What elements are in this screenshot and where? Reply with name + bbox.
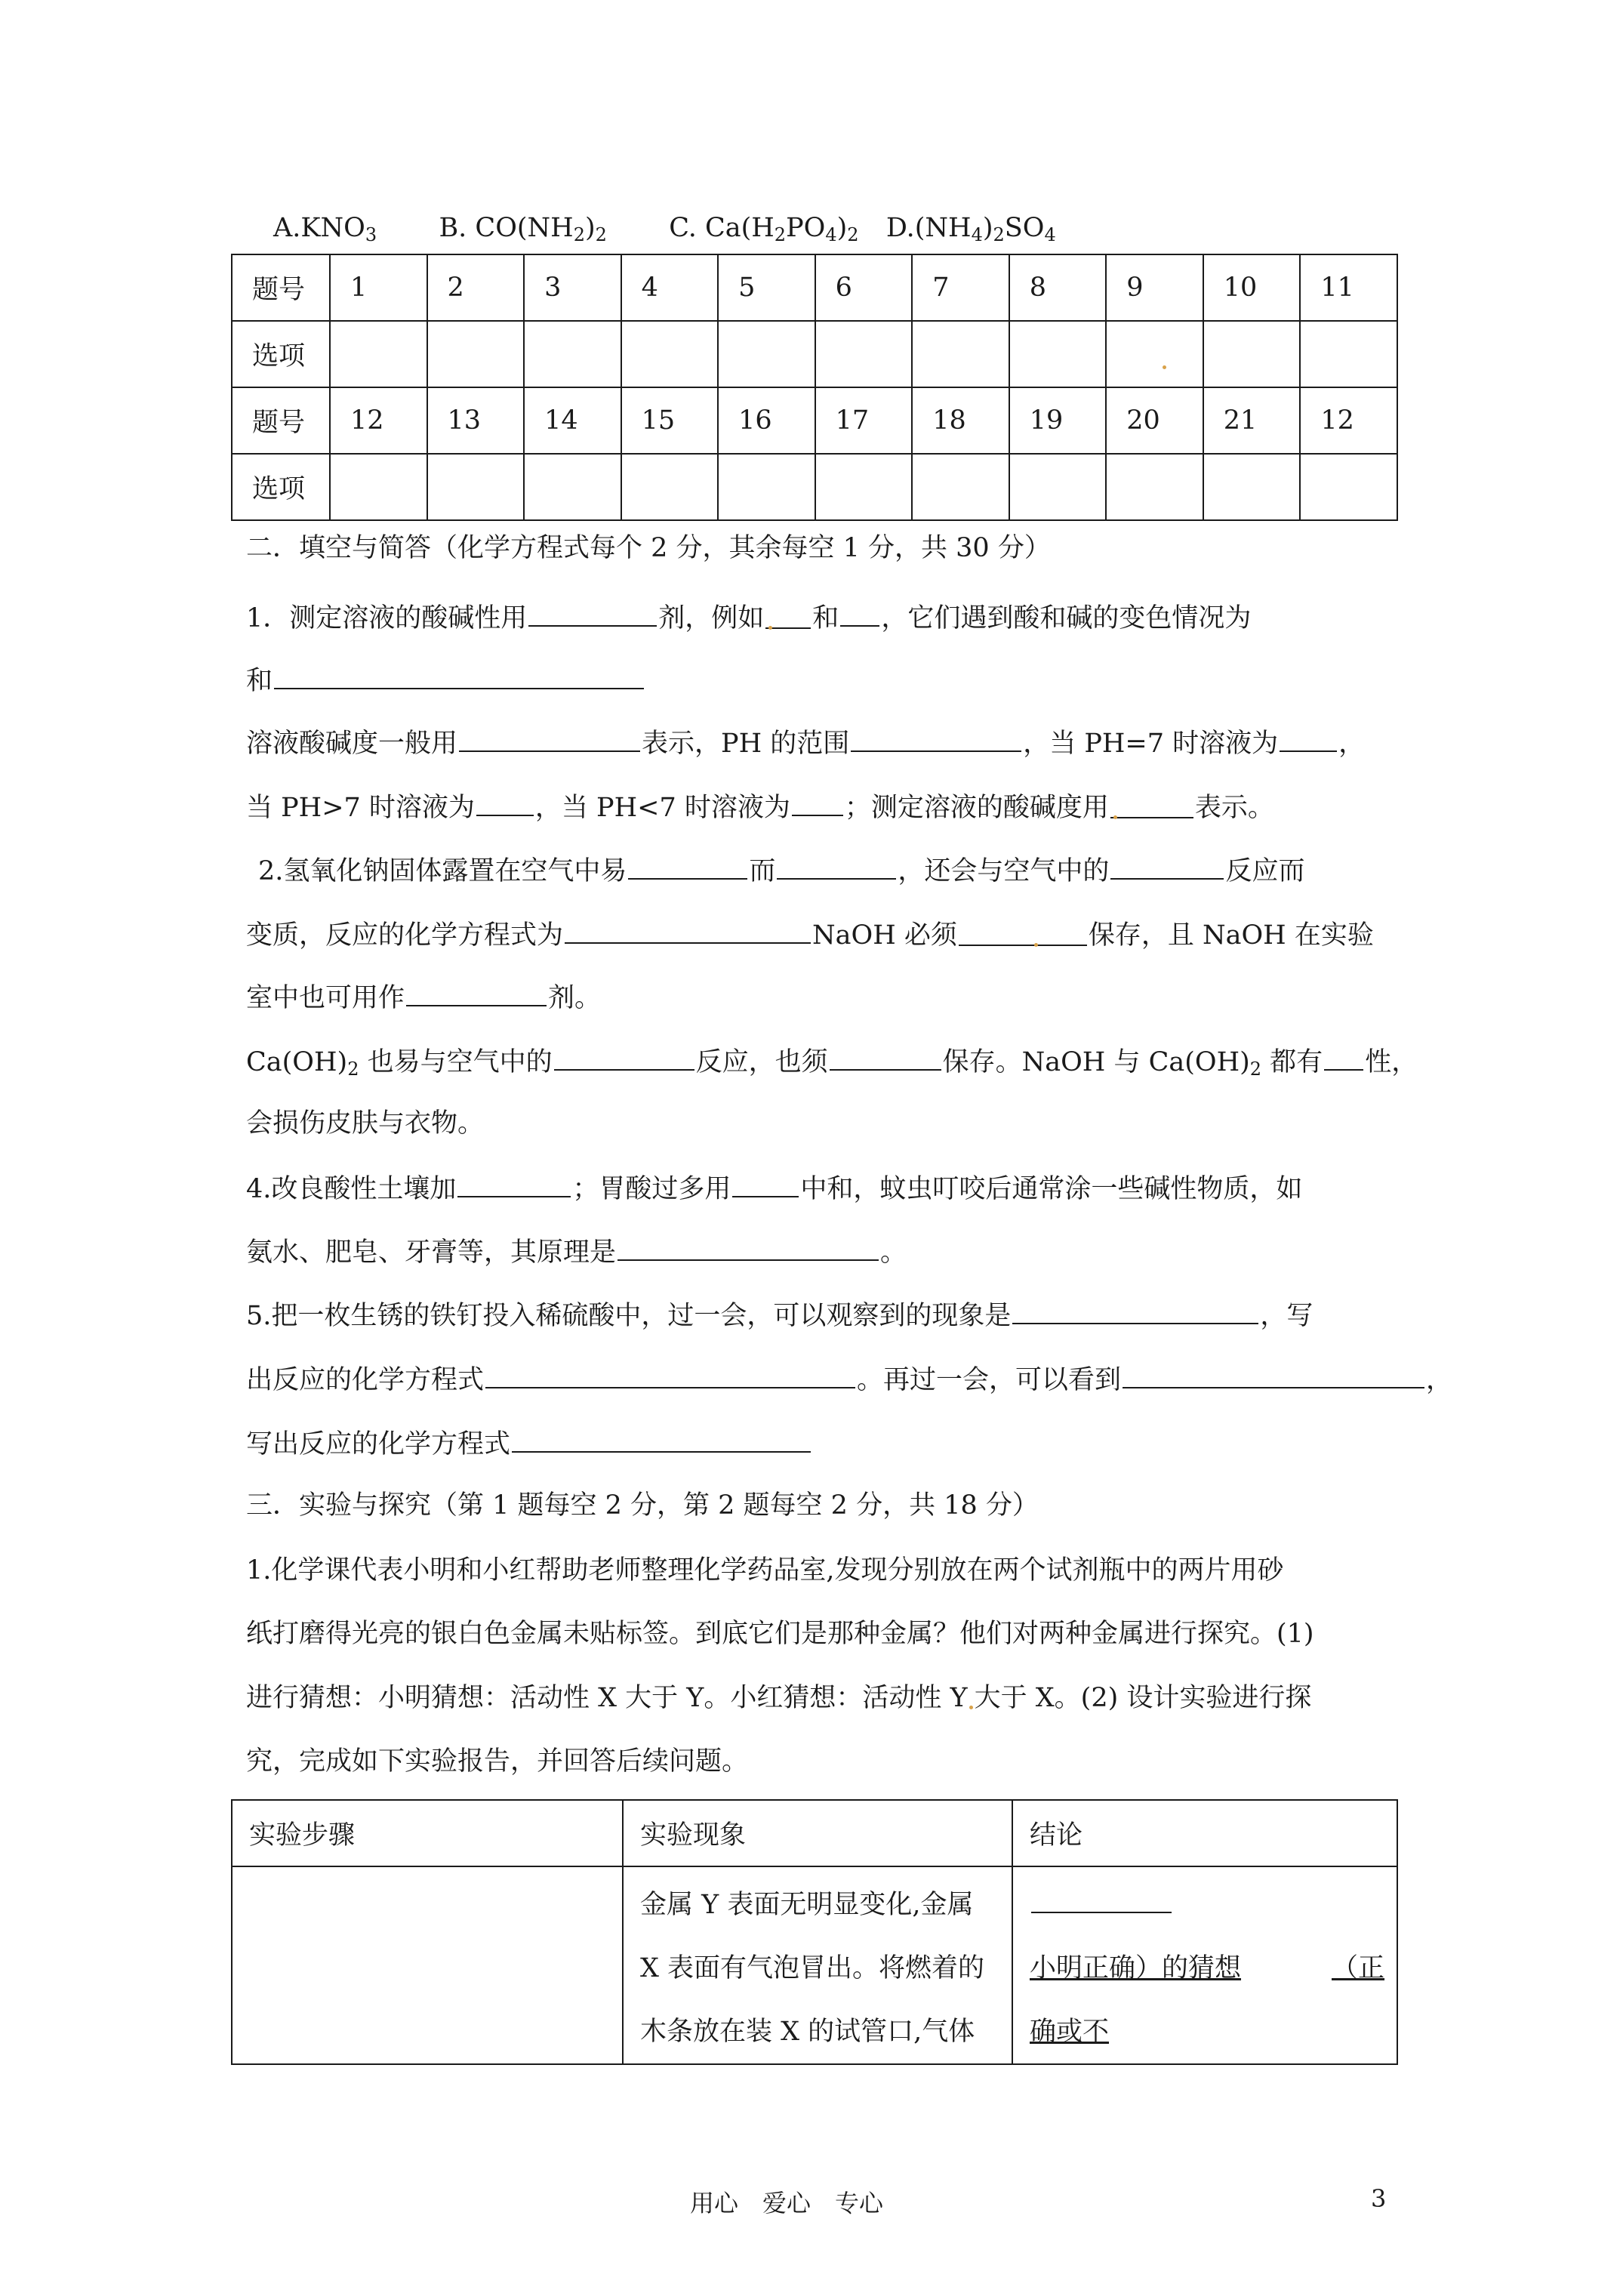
mark-dot [1113, 815, 1117, 819]
question-number-cell: 2 [427, 254, 525, 321]
mark-dot [969, 1706, 973, 1709]
answer-cell[interactable] [718, 454, 815, 520]
footer-motto: 用心 爱心 专心 [690, 2189, 884, 2217]
fill-blank[interactable] [1123, 1360, 1424, 1388]
question-number-cell: 7 [912, 254, 1009, 321]
conclusion-line: 小明正确）的猜想 （正 [1030, 1953, 1385, 1983]
fill-blank[interactable] [1031, 1889, 1172, 1913]
table-header-row [232, 1800, 1397, 1866]
fill-blank[interactable] [1012, 1296, 1258, 1324]
question-number-cell: 10 [1203, 254, 1301, 321]
question-line: 会损伤皮肤与衣物。 [246, 1108, 485, 1139]
answer-cell[interactable] [427, 321, 525, 387]
answer-cell[interactable] [427, 454, 525, 520]
question-number-cell: 20 [1106, 387, 1203, 454]
steps-cell[interactable] [232, 1866, 623, 2064]
answer-cell[interactable] [1106, 454, 1203, 520]
mark-dot [1163, 365, 1166, 369]
mark-dot [1034, 943, 1038, 947]
phenomena-line: 木条放在装 X 的试管口,气体 [640, 2017, 975, 2047]
fill-blank[interactable] [1324, 1042, 1363, 1071]
answer-cell[interactable] [1203, 454, 1301, 520]
answer-cell[interactable] [1300, 454, 1397, 520]
question-number-cell: 3 [524, 254, 621, 321]
section-heading: 二．填空与简答（化学方程式每个 2 分，其余每空 1 分，共 30 分） [246, 533, 1051, 563]
fill-blank[interactable] [628, 851, 747, 880]
question-number-cell: 17 [815, 387, 913, 454]
phenomena-line: X 表面有气泡冒出。将燃着的 [640, 1953, 985, 1983]
phenomena-cell [623, 1866, 1012, 2064]
question-number-cell: 11 [1300, 254, 1397, 321]
answer-cell[interactable] [912, 454, 1009, 520]
section-heading: 三．实验与探究（第 1 题每空 2 分，第 2 题每空 2 分，共 18 分） [246, 1490, 1039, 1521]
fill-blank[interactable] [777, 851, 896, 880]
answer-table [231, 254, 1398, 521]
answer-cell[interactable] [621, 321, 719, 387]
fill-blank[interactable] [554, 1042, 694, 1071]
fill-blank[interactable] [406, 978, 547, 1006]
question-number-cell: 14 [524, 387, 621, 454]
fill-blank[interactable] [512, 1424, 811, 1453]
question-number-cell: 4 [621, 254, 719, 321]
fill-blank[interactable] [459, 723, 640, 752]
answer-cell[interactable] [524, 454, 621, 520]
experiment-report-table [231, 1799, 1398, 2065]
fill-blank[interactable] [959, 917, 1087, 946]
question-line: 出反应的化学方程式 。再过一会，可以看到 ， [246, 1360, 1452, 1398]
question-line: 变质，反应的化学方程式为 NaOH 必须 保存，且 NaOH 在实验 [246, 915, 1374, 954]
paragraph-line: 究，完成如下实验报告，并回答后续问题。 [246, 1746, 749, 1777]
phenomena-line: 金属 Y 表面无明显变化,金属 [640, 1890, 974, 1920]
question-line: 和 [246, 661, 645, 699]
answer-cell[interactable] [1009, 454, 1107, 520]
answer-cell[interactable] [815, 321, 913, 387]
fill-blank[interactable] [1110, 790, 1193, 818]
fill-blank[interactable] [457, 1169, 571, 1197]
answer-cell[interactable] [1203, 321, 1301, 387]
question-line: 室中也可用作 剂。 [246, 978, 601, 1016]
question-number-cell: 16 [718, 387, 815, 454]
question-number-cell: 8 [1009, 254, 1107, 321]
answer-cell[interactable] [815, 454, 913, 520]
choice-options-line [273, 210, 1056, 246]
answer-cell[interactable] [1300, 321, 1397, 387]
table-row [232, 454, 1397, 520]
fill-blank[interactable] [1280, 723, 1337, 752]
fill-blank[interactable] [851, 723, 1021, 752]
row-label: 题号 [232, 387, 330, 454]
question-line: 当 PH>7 时溶液为 ，当 PH<7 时溶液为 ；测定溶液的酸碱度用 表示。 [246, 787, 1274, 826]
table-row [232, 254, 1397, 321]
question-number-cell: 12 [1300, 387, 1397, 454]
answer-cell[interactable] [1106, 321, 1203, 387]
answer-cell[interactable] [524, 321, 621, 387]
row-label: 选项 [232, 321, 330, 387]
fill-blank[interactable] [765, 600, 811, 629]
question-number-cell: 21 [1203, 387, 1301, 454]
conclusion-line: 确或不 [1030, 2017, 1110, 2047]
column-header-conclusion: 结论 [1012, 1800, 1397, 1866]
question-line: 溶液酸碱度一般用 表示，PH 的范围 ，当 PH=7 时溶液为 ， [246, 723, 1365, 762]
mark-dot [768, 626, 772, 630]
fill-blank[interactable] [617, 1232, 879, 1261]
answer-cell[interactable] [621, 454, 719, 520]
option-b: B. $CO(NH_2)_2$ [439, 213, 607, 245]
question-line: 4.改良酸性土壤加 ；胃酸过多用 中和，蚊虫叮咬后通常涂一些碱性物质，如 [246, 1169, 1302, 1207]
option-d: $D.(NH_4)_2SO_4$ [885, 213, 1056, 245]
fill-blank[interactable] [528, 598, 657, 627]
column-header-phenomena: 实验现象 [623, 1800, 1012, 1866]
question-number-cell: 6 [815, 254, 913, 321]
option-c: C. $Ca(H_2PO_4)_2$ [669, 213, 859, 245]
question-number-cell: 19 [1009, 387, 1107, 454]
page-number: 3 [1371, 2184, 1387, 2213]
question-line: 2.氢氧化钠固体露置在空气中易 而 ，还会与空气中的 反应而 [258, 851, 1304, 889]
question-line: 5.把一枚生锈的铁钉投入稀硫酸中，过一会，可以观察到的现象是 ，写 [246, 1296, 1313, 1334]
answer-cell[interactable] [330, 321, 427, 387]
paragraph-line: 进行猜想：小明猜想：活动性 X 大于 Y。小红猜想：活动性 Y 大于 X。(2) 设计实验进行探 [246, 1683, 1312, 1713]
table-row [232, 321, 1397, 387]
question-number-cell: 18 [912, 387, 1009, 454]
question-number-cell: 9 [1106, 254, 1203, 321]
row-label: 题号 [232, 254, 330, 321]
fill-blank[interactable] [565, 915, 811, 944]
answer-cell[interactable] [330, 454, 427, 520]
answer-cell[interactable] [718, 321, 815, 387]
fill-blank[interactable] [274, 661, 644, 689]
option-a: $A.KNO_3$ [273, 213, 377, 245]
question-line: $Ca(OH)_2$ 也易与空气中的 反应，也须 保存。NaOH 与 $Ca(OH)_2$ 都有 性， [246, 1042, 1418, 1080]
question-line: 1．测定溶液的酸碱性用 剂，例如 和 ，它们遇到酸和碱的变色情况为 [246, 598, 1251, 636]
question-number-cell: 5 [718, 254, 815, 321]
column-header-steps: 实验步骤 [232, 1800, 623, 1866]
fill-blank[interactable] [1110, 851, 1224, 880]
conclusion-cell[interactable] [1012, 1866, 1397, 2064]
fill-blank[interactable] [732, 1169, 799, 1197]
question-line: 氨水、肥皂、牙膏等，其原理是 。 [246, 1232, 907, 1271]
row-label: 选项 [232, 454, 330, 520]
paragraph-line: 1.化学课代表小明和小红帮助老师整理化学药品室,发现分别放在两个试剂瓶中的两片用砂 [246, 1555, 1284, 1586]
fill-blank[interactable] [476, 787, 534, 816]
table-row [232, 387, 1397, 454]
answer-cell[interactable] [1009, 321, 1107, 387]
fill-blank[interactable] [792, 787, 843, 816]
question-number-cell: 1 [330, 254, 427, 321]
question-line: 写出反应的化学方程式 [246, 1424, 812, 1462]
table-row [232, 1866, 1397, 2064]
paragraph-line: 纸打磨得光亮的银白色金属未贴标签。到底它们是那种金属？他们对两种金属进行探究。(1) [246, 1619, 1314, 1649]
fill-blank[interactable] [840, 598, 879, 627]
fill-blank[interactable] [485, 1360, 855, 1388]
fill-blank[interactable] [830, 1042, 941, 1071]
question-number-cell: 12 [330, 387, 427, 454]
question-number-cell: 13 [427, 387, 525, 454]
answer-cell[interactable] [912, 321, 1009, 387]
question-number-cell: 15 [621, 387, 719, 454]
